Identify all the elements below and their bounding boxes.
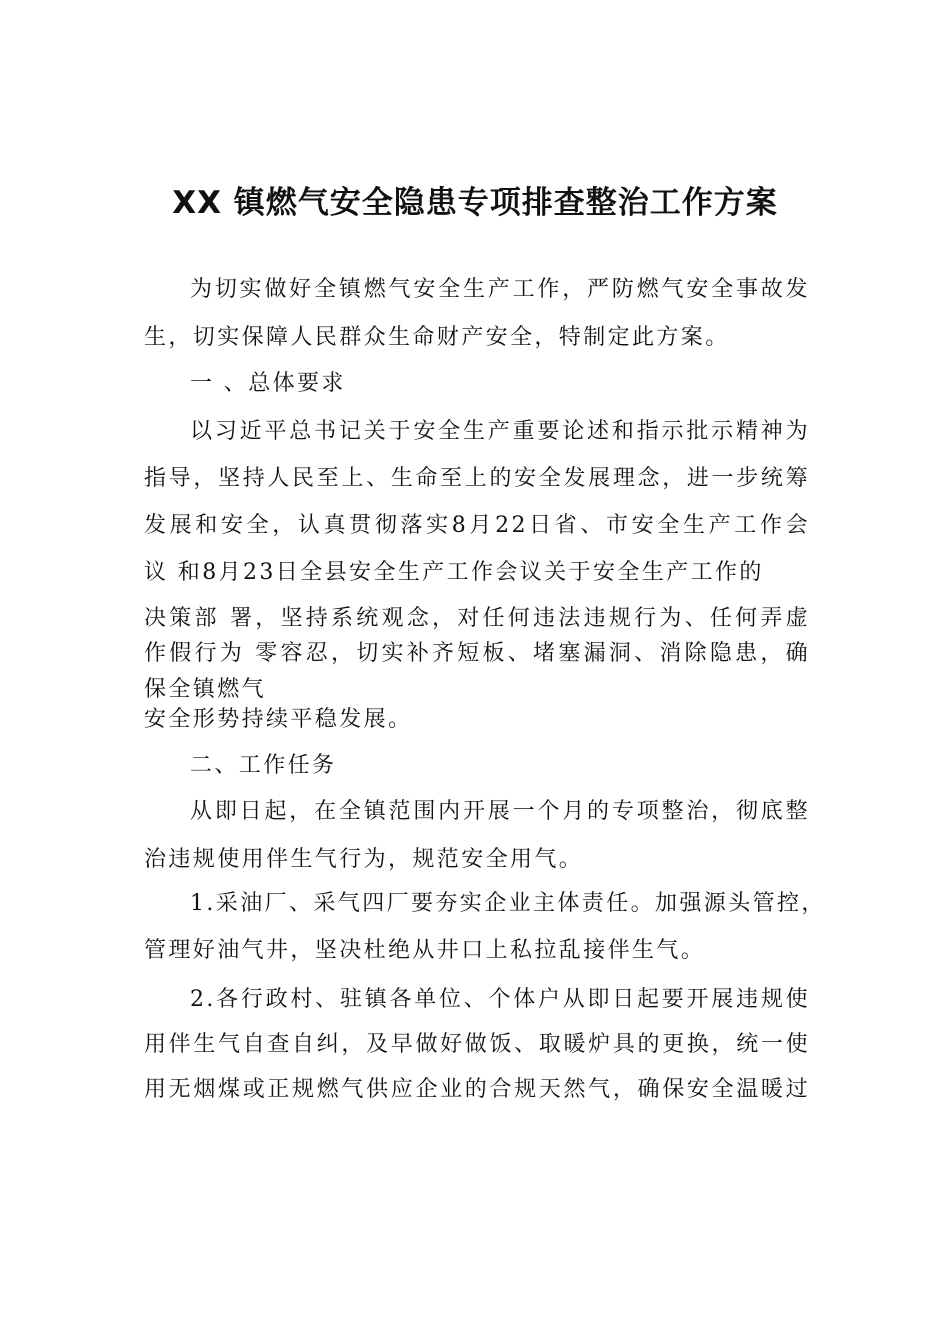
paragraph-line: 以习近平总书记关于安全生产重要论述和指示批示精神为 [190, 419, 810, 444]
paragraph-line: 作假行为 零容忍，切实补齐短板、堵塞漏洞、消除隐患，确 [144, 641, 810, 666]
section-heading: 二、工作任务 [190, 753, 337, 778]
paragraph-line: 用伴生气自查自纠，及早做好做饭、取暖炉具的更换，统一使 [144, 1032, 810, 1057]
paragraph-line: 1.采油厂、采气四厂要夯实企业主体责任。加强源头管控， [190, 891, 826, 916]
paragraph-line: 为切实做好全镇燃气安全生产工作，严防燃气安全事故发 [190, 277, 810, 302]
paragraph-line: 从即日起，在全镇范围内开展一个月的专项整治，彻底整 [190, 799, 810, 824]
paragraph-line: 指导，坚持人民至上、生命至上的安全发展理念，进一步统筹 [144, 466, 810, 491]
document-title: XX 镇燃气安全隐患专项排查整治工作方案 [172, 185, 778, 221]
paragraph-line: 用无烟煤或正规燃气供应企业的合规天然气，确保安全温暖过 [144, 1077, 810, 1102]
paragraph-line: 安全形势持续平稳发展。 [144, 707, 413, 732]
paragraph-line: 生，切实保障人民群众生命财产安全，特制定此方案。 [144, 325, 730, 350]
paragraph-line: 发展和安全，认真贯彻落实8月22日省、市安全生产工作会 [144, 513, 810, 538]
paragraph-line: 治违规使用伴生气行为，规范安全用气。 [144, 847, 584, 872]
section-heading: 一 、总体要求 [190, 371, 346, 396]
paragraph-line: 管理好油气井，坚决杜绝从井口上私拉乱接伴生气。 [144, 938, 706, 963]
paragraph-line: 议 和8月23日全县安全生产工作会议关于安全生产工作的 [144, 560, 764, 585]
paragraph-line: 决策部 署，坚持系统观念，对任何违法违规行为、任何弄虚 [144, 606, 810, 631]
paragraph-line: 2.各行政村、驻镇各单位、个体户从即日起要开展违规使 [190, 987, 810, 1012]
paragraph-line: 保全镇燃气 [144, 677, 267, 702]
